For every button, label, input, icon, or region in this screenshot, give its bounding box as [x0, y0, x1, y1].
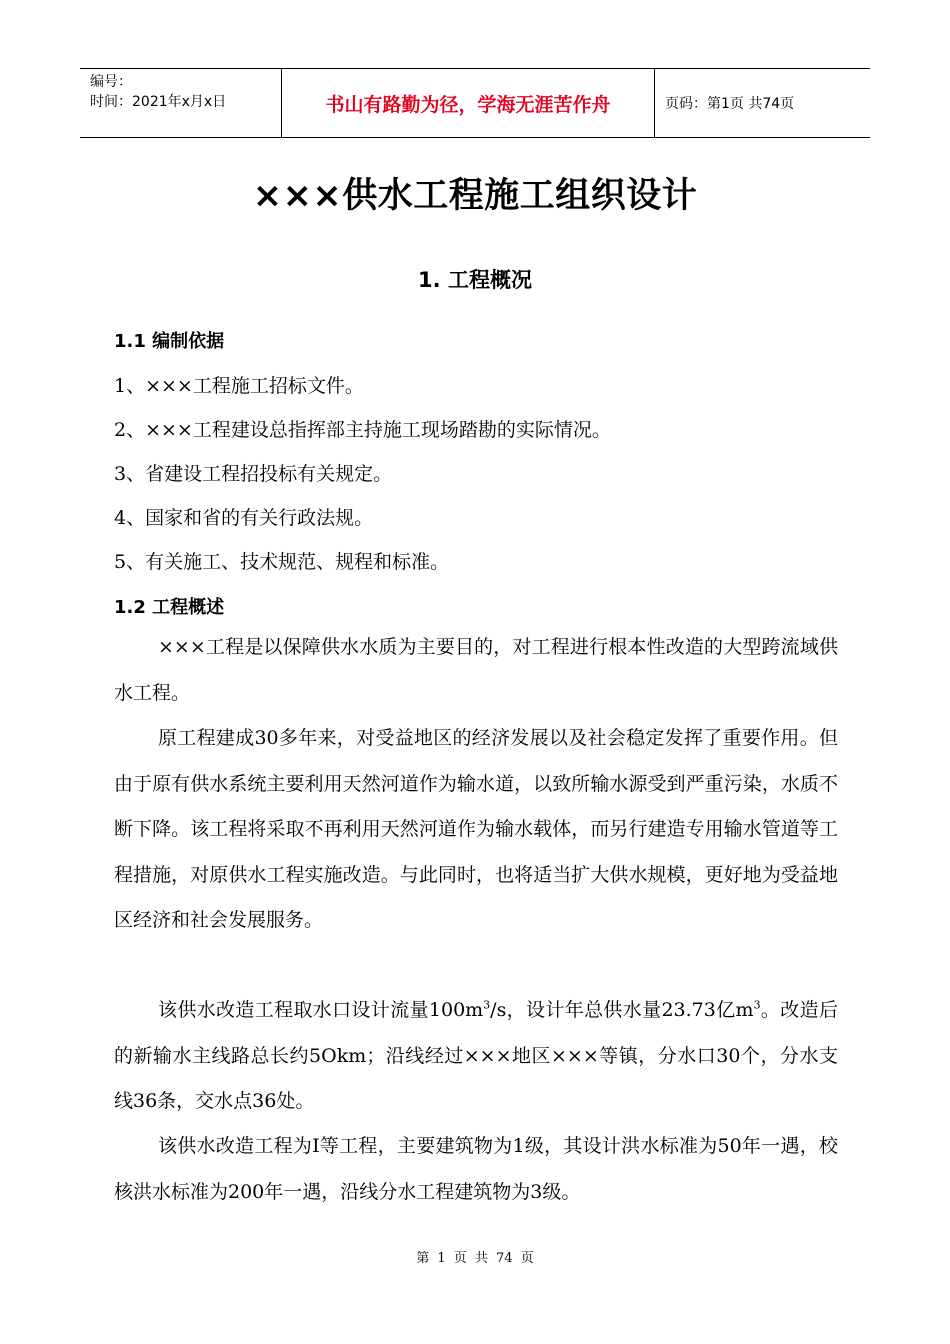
- text-run: 该供水改造工程取水口设计流量100m: [158, 999, 484, 1021]
- text-run: 。改造后的新输水主线路总长约5Okm；沿线经过×××地区×××等镇，分水口30个，分水支线36条，交水点36处。: [114, 999, 838, 1112]
- header-meta: [80, 69, 282, 137]
- list-item: 5、有关施工、技术规范、规程和标准。: [114, 551, 450, 573]
- paragraph: 原工程建成30多年来，对受益地区的经济发展以及社会稳定发挥了重要作用。但由于原有供水系统主要利用天然河道作为输水道，以致所输水源受到严重污染，水质不断下降。该工程将采取不再利用天然河道作为输水载体，而另行建造专用输水管道等工程措施，对原供水工程实施改造。与此同时，也将适当扩大供水规模，更好地为受益地区经济和社会发展服务。: [114, 727, 838, 931]
- list-item: 4、国家和省的有关行政法规。: [114, 507, 374, 529]
- page-header: [80, 68, 870, 138]
- superscript: 3: [753, 998, 761, 1012]
- page-footer: 第 1 页 共 74 页: [416, 1251, 534, 1266]
- header-motto: 书山有路勤为径，学海无涯苦作舟: [282, 69, 655, 137]
- section-heading: 1. 工程概况: [418, 268, 532, 292]
- header-page-info: 页码：第1页 共74页: [665, 96, 795, 112]
- header-number-label: 编号：: [90, 74, 132, 90]
- list-item: 3、省建设工程招投标有关规定。: [114, 463, 393, 485]
- paragraph-flow-rate: [114, 988, 838, 1125]
- text-run: /s，设计年总供水量23.73亿m: [490, 999, 754, 1021]
- superscript: 3: [483, 998, 491, 1012]
- paragraph: 该供水改造工程为I等工程，主要建筑物为1级，其设计洪水标准为50年一遇，校核洪水标准为200年一遇，沿线分水工程建筑物为3级。: [114, 1135, 838, 1203]
- document-title: ×××供水工程施工组织设计: [252, 176, 698, 216]
- list-item: 2、×××工程建设总指挥部主持施工现场踏勘的实际情况。: [114, 419, 611, 441]
- header-date: 时间：2021年x月x日: [90, 94, 227, 110]
- subsection-heading-basis: 1.1 编制依据: [114, 331, 225, 352]
- subsection-heading-overview: 1.2 工程概述: [114, 597, 225, 618]
- paragraph: ×××工程是以保障供水水质为主要目的，对工程进行根本性改造的大型跨流域供水工程。: [114, 636, 838, 704]
- list-item: 1、×××工程施工招标文件。: [114, 375, 364, 397]
